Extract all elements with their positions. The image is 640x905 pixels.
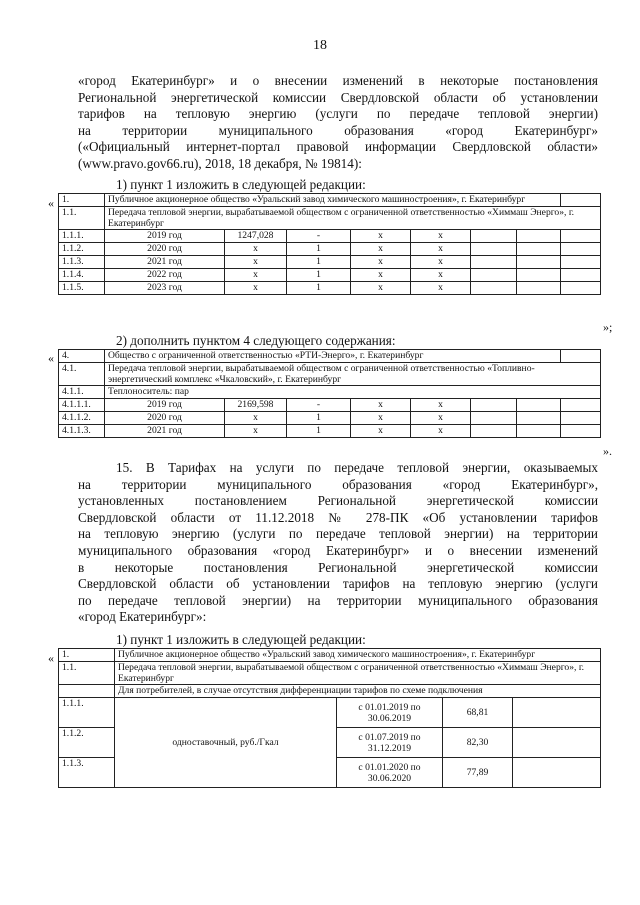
table-row <box>59 256 601 269</box>
open-quote: « <box>48 351 54 365</box>
text-line: (www.pravo.gov66.ru), 2018, 18 декабря, № 19814): <box>78 155 362 171</box>
instruction-1: 1) пункт 1 изложить в следующей редакции: <box>116 177 366 192</box>
row-number: 1. <box>59 194 105 207</box>
row-number: 4. <box>59 350 105 363</box>
value-cell: 82,30 <box>443 728 513 758</box>
org-name: Общество с ограниченной ответственностью «РТИ-Энерго», г. Екатеринбург <box>105 350 561 363</box>
table-row <box>59 194 601 207</box>
empty-cell <box>561 230 601 243</box>
page-number: 18 <box>313 38 327 53</box>
value-cell: 2169,598 <box>225 399 287 412</box>
value-cell: х <box>225 282 287 295</box>
value-cell: х <box>351 282 411 295</box>
value-cell: 68,81 <box>443 698 513 728</box>
service-description: Передача тепловой энергии, вырабатываемой обществом с ограниченной ответственностью «Химмаш Энерго», г. Екатеринбург <box>115 662 601 685</box>
row-number: 1.1.1. <box>59 230 105 243</box>
empty-cell <box>561 399 601 412</box>
empty-cell <box>513 728 601 758</box>
row-number: 4.1. <box>59 363 105 386</box>
empty-cell <box>517 412 561 425</box>
text-line: «город Екатеринбург»: <box>78 609 207 625</box>
value-cell: 1247,028 <box>225 230 287 243</box>
table-row <box>59 399 601 412</box>
table-row <box>59 649 601 662</box>
year-cell: 2021 год <box>105 425 225 438</box>
text-line: Свердловской области об установлении тарифов на тепловую энергию (услуги <box>78 576 598 592</box>
table-row <box>59 662 601 685</box>
open-quote: « <box>48 196 54 210</box>
period-cell: с 01.01.2020 по 30.06.2020 <box>337 758 443 788</box>
org-name: Публичное акционерное общество «Уральский завод химического машиностроения», г. Екатеринбург <box>115 649 601 662</box>
text-line: по передаче тепловой энергии) на территории муниципального образования <box>78 592 598 608</box>
instruction-3: 1) пункт 1 изложить в следующей редакции: <box>116 632 366 647</box>
row-number: 4.1.1.2. <box>59 412 105 425</box>
value-cell: х <box>225 425 287 438</box>
table-row <box>59 685 601 698</box>
text-line: установленных постановлением Региональной энергетической комиссии <box>78 493 598 509</box>
intro-paragraph <box>78 73 598 173</box>
text-line: на тепловую энергию (услуги по передаче тепловой энергии) на территории <box>78 526 598 542</box>
row-number: 1.1.5. <box>59 282 105 295</box>
empty-cell <box>517 282 561 295</box>
year-cell: 2022 год <box>105 269 225 282</box>
value-cell: - <box>287 230 351 243</box>
text-line: «город Екатеринбург» и о внесении изменений в некоторые постановления <box>78 73 598 88</box>
value-cell: х <box>411 412 471 425</box>
text-line: Свердловской области от 11.12.2018 № 278-ПК «Об установлении тарифов <box>78 509 598 525</box>
empty-cell <box>471 230 517 243</box>
row-number: 4.1.1. <box>59 386 105 399</box>
value-cell: х <box>411 256 471 269</box>
empty-cell <box>471 282 517 295</box>
close-quote: ». <box>603 444 612 458</box>
text-line: муниципального образования «город Екатеринбург» и о внесении изменений <box>78 542 598 558</box>
text-line: тарифов на тепловую энергию (услуги по передаче тепловой энергии) <box>78 106 598 122</box>
row-number: 1. <box>59 649 115 662</box>
text-line: на территории муниципального образования «город Екатеринбург», <box>78 476 598 492</box>
table-row <box>59 363 601 386</box>
value-cell: х <box>225 412 287 425</box>
empty-cell <box>59 685 115 698</box>
empty-cell <box>517 399 561 412</box>
table-row <box>59 243 601 256</box>
value-cell: 1 <box>287 412 351 425</box>
empty-cell <box>517 269 561 282</box>
row-number: 1.1.2. <box>59 728 115 758</box>
period-cell: с 01.07.2019 по 31.12.2019 <box>337 728 443 758</box>
empty-cell <box>561 194 601 207</box>
table-row <box>59 269 601 282</box>
table-row <box>59 230 601 243</box>
row-number: 1.1.3. <box>59 256 105 269</box>
value-cell: х <box>351 412 411 425</box>
value-cell: х <box>411 269 471 282</box>
text-line: («Официальный интернет-портал правовой информации Свердловской области» <box>78 139 598 155</box>
text-line: в некоторые постановления Региональной энергетической комиссии <box>78 559 598 575</box>
table-row <box>59 386 601 399</box>
close-quote: »; <box>603 320 613 334</box>
service-description: Передача тепловой энергии, вырабатываемой обществом с ограниченной ответственностью «Топливно-энергетический комплекс «Чкаловский», г. Екатеринбург <box>105 363 601 386</box>
row-number: 4.1.1.3. <box>59 425 105 438</box>
org-name: Публичное акционерное общество «Уральский завод химического машиностроения», г. Екатеринбург <box>105 194 561 207</box>
instruction-2: 2) дополнить пунктом 4 следующего содержания: <box>116 333 396 348</box>
period-cell: с 01.01.2019 по 30.06.2019 <box>337 698 443 728</box>
value-cell: 1 <box>287 256 351 269</box>
empty-cell <box>561 256 601 269</box>
year-cell: 2021 год <box>105 256 225 269</box>
value-cell: х <box>225 256 287 269</box>
empty-cell <box>471 256 517 269</box>
tariff-table-1 <box>58 193 601 295</box>
value-cell: х <box>411 230 471 243</box>
value-cell: х <box>411 399 471 412</box>
row-number: 1.1.1. <box>59 698 115 728</box>
empty-cell <box>517 230 561 243</box>
empty-cell <box>517 243 561 256</box>
empty-cell <box>561 412 601 425</box>
row-number: 1.1.4. <box>59 269 105 282</box>
tariff-type: одноставочный, руб./Гкал <box>115 698 337 788</box>
table-row <box>59 425 601 438</box>
empty-cell <box>513 698 601 728</box>
empty-cell <box>471 412 517 425</box>
value-cell: х <box>351 256 411 269</box>
value-cell: х <box>225 243 287 256</box>
empty-cell <box>471 399 517 412</box>
value-cell: х <box>351 243 411 256</box>
table-row <box>59 698 601 728</box>
tariff-table-3 <box>58 648 601 788</box>
table-row <box>59 350 601 363</box>
table-row <box>59 207 601 230</box>
value-cell: х <box>411 425 471 438</box>
row-number: 1.1. <box>59 207 105 230</box>
empty-cell <box>471 425 517 438</box>
value-cell: х <box>351 399 411 412</box>
table-row <box>59 412 601 425</box>
value-cell: 77,89 <box>443 758 513 788</box>
open-quote: « <box>48 651 54 665</box>
value-cell: х <box>225 269 287 282</box>
row-number: 4.1.1.1. <box>59 399 105 412</box>
empty-cell <box>561 282 601 295</box>
text-line: на территории муниципального образования «город Екатеринбург» <box>78 122 598 138</box>
tariff-table-2 <box>58 349 601 438</box>
year-cell: 2019 год <box>105 399 225 412</box>
value-cell: - <box>287 399 351 412</box>
empty-cell <box>561 425 601 438</box>
year-cell: 2023 год <box>105 282 225 295</box>
consumer-note: Для потребителей, в случае отсутствия дифференциации тарифов по схеме подключения <box>115 685 601 698</box>
value-cell: х <box>351 230 411 243</box>
paragraph-15 <box>78 460 598 626</box>
empty-cell <box>471 243 517 256</box>
year-cell: 2019 год <box>105 230 225 243</box>
empty-cell <box>561 243 601 256</box>
value-cell: 1 <box>287 243 351 256</box>
empty-cell <box>513 758 601 788</box>
year-cell: 2020 год <box>105 412 225 425</box>
empty-cell <box>471 269 517 282</box>
empty-cell <box>561 269 601 282</box>
row-number: 1.1.2. <box>59 243 105 256</box>
value-cell: 1 <box>287 425 351 438</box>
row-number: 1.1. <box>59 662 115 685</box>
row-number: 1.1.3. <box>59 758 115 788</box>
value-cell: 1 <box>287 269 351 282</box>
empty-cell <box>561 350 601 363</box>
value-cell: х <box>411 282 471 295</box>
value-cell: х <box>411 243 471 256</box>
text-line: Региональной энергетической комиссии Свердловской области об установлении <box>78 89 598 105</box>
value-cell: х <box>351 269 411 282</box>
text-line: 15. В Тарифах на услуги по передаче тепловой энергии, оказываемых <box>116 460 598 475</box>
carrier-label: Теплоноситель: пар <box>105 386 601 399</box>
year-cell: 2020 год <box>105 243 225 256</box>
value-cell: 1 <box>287 282 351 295</box>
table-row <box>59 282 601 295</box>
empty-cell <box>517 425 561 438</box>
empty-cell <box>517 256 561 269</box>
service-description: Передача тепловой энергии, вырабатываемой обществом с ограниченной ответственностью «Химмаш Энерго», г. Екатеринбург <box>105 207 601 230</box>
value-cell: х <box>351 425 411 438</box>
